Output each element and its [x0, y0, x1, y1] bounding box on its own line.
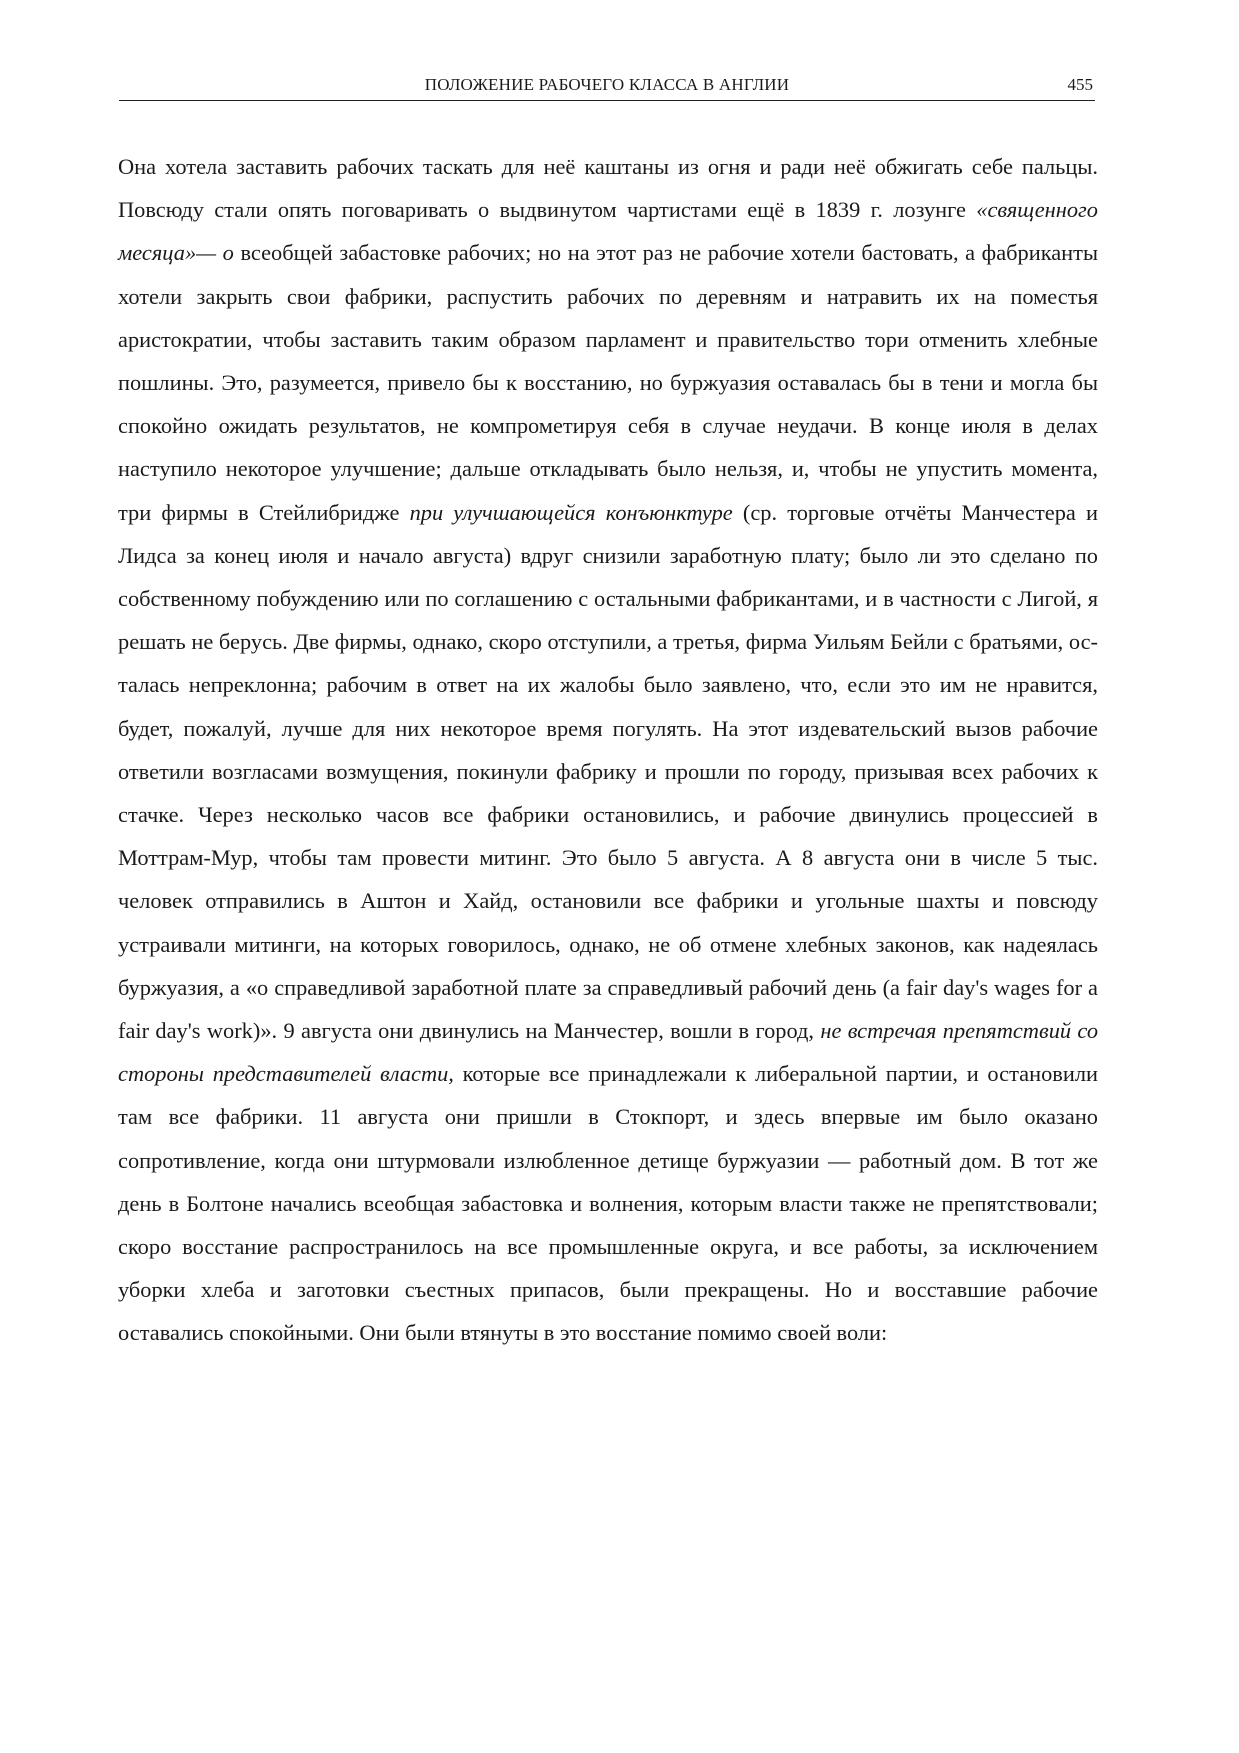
text-segment-2: всеобщей забастовке рабочих; но на этот раз не рабочие хотели бастовать, а фабриканты хотели закрыть свои фабрики, распустить рабочих по деревням и натравить их на поместья аристократии, чтобы заставить таким образом парламент и правительство тори отменить хлебные пошлины. Это, разумеется, привело бы к восстанию, но буржуазия оставалась бы в тени и могла бы спокойно ожидать результатов, не компрометируя себя в случае неудачи. В конце июля в делах наступило некоторое улучшение; дальше откладывать было нельзя, и, чтобы не упустить момента, три фирмы в Стейлибридже — [118, 240, 1098, 525]
text-segment-4: которые все принадлежали к либеральной партии, и остановили там все фабрики. 11 августа они пришли в Стокпорт, и здесь впервые им было оказано сопротивление, когда они штурмовали излюбленное детище буржуазии — работный дом. В тот же день в Болтоне начались всеобщая забастовка и волнения, которым власти также не препятствовали; скоро восстание распространилось на все промышленные округа, и все работы, за исключением уборки хлеба и заготовки съестных припасов, были прекращены. Но и восставшие рабочие оставались спокойными. Они были втянуты в это восстание помимо своей воли: — [118, 1061, 1098, 1346]
body-paragraph — [118, 145, 1098, 1355]
italic-phrase-no-resistance: не встречая препятствий со стороны представителей власти, — [118, 1018, 1099, 1087]
italic-phrase-improving-conditions: при улучшающейся конъюнктуре — [409, 499, 733, 525]
text-segment-3: (ср. торговые отчёты Манчестера и Лидса за конец июля и начало августа) вдруг снизили заработную плату; было ли это сделано по собственному побуждению или по соглашению с остальными фабрикантами, и в частности с Лигой, я решать не берусь. Две фирмы, однако, скоро отступили, а третья, фирма Уильям Бейли с братьями, осталась непреклонна; рабочим в ответ на их жалобы было заявлено, что, если это им не нравится, будет, пожалуй, лучше для них некоторое время погулять. На этот издевательский вызов рабочие ответили возгласами возмущения, покинули фабрику и прошли по городу, призывая всех рабочих к стачке. Через несколько часов все фабрики остановились, и рабочие двинулись процессией в Моттрам-Мур, чтобы там провести митинг. Это было 5 августа. А 8 августа они в числе 5 тыс. человек отправились в Аштон и Хайд, остановили все фабрики и угольные шахты и повсюду устраивали митинги, на которых говорилось, однако, не об отмене хлебных законов, как надеялась буржуазия, а «о справедливой заработной плате за справедливый рабочий день (a fair day's wages for a fair day's work)». 9 августа они двинулись на Манчестер, вошли в город, — [118, 499, 1098, 1044]
italic-phrase-sacred-month: «священного месяца»— о — [118, 197, 1098, 266]
text-segment-1: Она хотела заставить рабочих таскать для неё каштаны из огня и ради неё обжигать себе пальцы. Повсюду стали опять поговаривать о выдвинутом чартистами ещё в 1839 г. лозунге — [118, 154, 1098, 223]
page-number: 455 — [1067, 75, 1093, 94]
running-header — [119, 74, 1095, 101]
running-header-title: ПОЛОЖЕНИЕ РАБОЧЕГО КЛАССА В АНГЛИИ — [424, 75, 790, 94]
